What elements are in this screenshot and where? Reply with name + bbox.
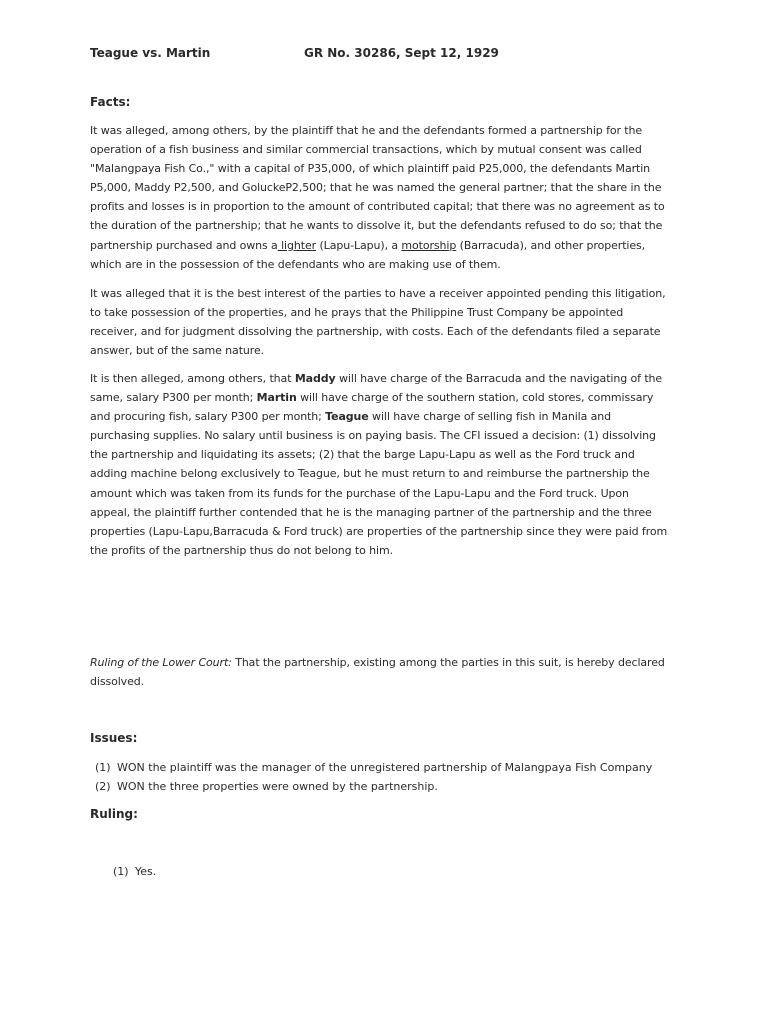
motorship-term: motorship <box>401 238 457 252</box>
issues-heading: Issues: <box>90 731 138 745</box>
facts-heading: Facts: <box>90 95 131 109</box>
issue-1-number: (1) <box>95 761 111 774</box>
lower-court-ruling: Ruling of the Lower Court: That the partnership, existing among the parties in this suit, is hereby declared dissolved. <box>90 656 665 689</box>
lighter-term: lighter <box>277 238 317 252</box>
issue-1-text: WON the plaintiff was the manager of the unregistered partnership of Malangpaya Fish Company <box>117 761 653 774</box>
lower-court-label: Ruling of the Lower Court: <box>90 656 232 669</box>
case-reference: GR No. 30286, Sept 12, 1929 <box>304 46 499 60</box>
facts-paragraph-1: It was alleged, among others, by the plaintiff that he and the defendants formed a partnership for the operation of a fish business and similar commercial transactions, which by mutual consent was called "Malangpaya Fish Co.," with a capital of P35,000, of which plaintiff paid P25,000, the defendants Martin P5,000, Maddy P2,500, and GoluckeP2,500; that he was named the general partner; that the share in the profits and losses is in proportion to the amount of contributed capital; that there was no agreement as to the duration of the partnership; that he wants to dissolve it, but the defendants refused to do so; that the partnership purchased and owns a lighter (Lapu-Lapu), a motorship (Barracuda), and other properties, which are in the possession of the defendants who are making use of them. <box>90 121 680 274</box>
maddy-name: Maddy <box>294 372 336 385</box>
facts-para1-line7: partnership purchased and owns a lighter (Lapu-Lapu), a motorship (Barracuda), and other properties, <box>90 238 646 252</box>
issue-2-text: WON the three properties were owned by the partnership. <box>117 780 438 793</box>
facts-paragraph-3: It is then alleged, among others, that Maddy will have charge of the Barracuda and the navigating of the same, salary P300 per month; Martin will have charge of the southern station, cold stores, commissary and procuring fish, salary P300 per month; Teague will have charge of selling fish in Manila and purchasing supplies. No salary until business is on paying basis. The CFI issued a decision: (1) dissolving the partnership and liquidating its assets; (2) that the barge Lapu-Lapu as well as the Ford truck and adding machine belong exclusively to Teague, but he must return to and reimburse the partnership the amount which was taken from its funds for the purchase of the Lapu-Lapu and the Ford truck. Upon appeal, the plaintiff further contended that he is the managing partner of the partnership and the three properties (Lapu-Lapu,Barracuda & Ford truck) are properties of the partnership since they were paid from the profits of the partnership thus do not belong to him. <box>90 372 668 557</box>
case-title: Teague vs. Martin <box>90 46 211 60</box>
martin-name: Martin <box>256 391 297 405</box>
issue-2-number: (2) <box>95 780 111 793</box>
teague-name: Teague <box>325 410 369 424</box>
facts-paragraph-2: It was alleged that it is the best interest of the parties to have a receiver appointed pending this litigation, to take possession of the properties, and he prays that the Philippine Trust Company be appointed receiver, and for judgment dissolving the partnership, with costs. Each of the defendants filed a separate answer, but of the same nature. <box>90 287 666 358</box>
ruling-1-number: (1) <box>113 865 129 878</box>
ruling-heading: Ruling: <box>90 807 138 821</box>
ruling-1-text: Yes. <box>135 865 157 878</box>
